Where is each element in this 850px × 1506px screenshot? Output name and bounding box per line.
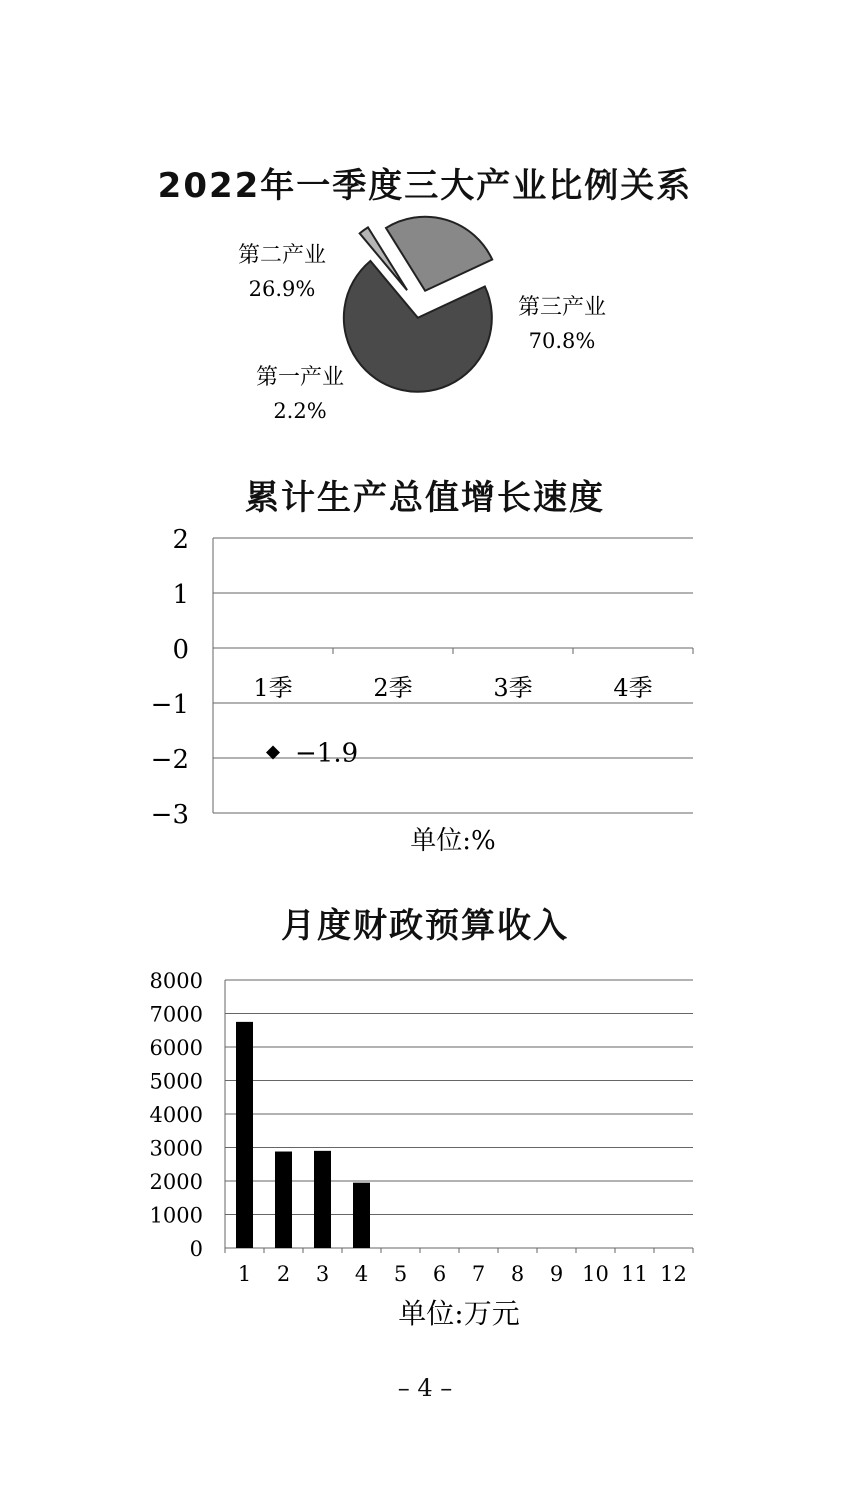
bar: [236, 1022, 253, 1248]
x-tick-label: 7: [471, 1262, 486, 1286]
pie-slice-value: 26.9%: [248, 277, 316, 301]
data-label: −1.9: [295, 738, 359, 769]
pie-slice-3: [386, 217, 492, 291]
pie-chart: [0, 232, 850, 432]
y-tick-label: 0: [172, 635, 189, 665]
data-point-marker: [266, 746, 280, 760]
x-tick-label: 1: [237, 1262, 252, 1286]
x-tick-label: 9: [549, 1262, 564, 1286]
y-tick-label: 8000: [149, 969, 203, 993]
x-tick-label: 11: [621, 1262, 648, 1286]
pie-chart-title: 2022年一季度三大产业比例关系: [157, 166, 693, 206]
pie-slice-label: 第二产业: [237, 243, 327, 268]
y-tick-label: −1: [150, 690, 189, 720]
x-tick-label: 4季: [613, 674, 653, 702]
y-tick-label: 4000: [149, 1103, 203, 1127]
page-number: – 4 –: [397, 1374, 453, 1402]
x-tick-label: 3: [315, 1262, 330, 1286]
x-tick-label: 5: [393, 1262, 408, 1286]
y-tick-label: −3: [150, 800, 189, 830]
pie-slice-value: 70.8%: [528, 329, 596, 353]
y-tick-label: 0: [189, 1237, 203, 1261]
y-tick-label: 7000: [149, 1002, 203, 1027]
x-tick-label: 12: [660, 1262, 687, 1286]
pie-slice-value: 2.2%: [273, 399, 327, 423]
growth-chart: [0, 525, 850, 855]
bar: [275, 1152, 292, 1248]
x-tick-label: 4: [354, 1262, 369, 1286]
y-tick-label: −2: [150, 745, 189, 775]
revenue-chart: [0, 965, 850, 1335]
y-tick-label: 1: [172, 580, 189, 610]
pie-slice-label: 第一产业: [255, 365, 345, 390]
growth-chart-title: 累计生产总值增长速度: [245, 478, 605, 518]
revenue-chart-title: 月度财政预算收入: [281, 906, 569, 946]
x-tick-label: 2: [276, 1262, 291, 1286]
y-tick-label: 3000: [149, 1136, 203, 1161]
x-tick-label: 10: [582, 1262, 609, 1286]
x-tick-label: 3季: [493, 674, 533, 702]
y-tick-label: 2000: [149, 1170, 203, 1194]
y-tick-label: 6000: [149, 1036, 203, 1060]
y-tick-label: 1000: [149, 1203, 203, 1228]
pie-slice-label: 第三产业: [517, 295, 607, 320]
bar: [353, 1183, 370, 1248]
x-tick-label: 8: [510, 1262, 525, 1286]
unit-label: 单位:万元: [398, 1297, 520, 1330]
x-tick-label: 1季: [253, 674, 293, 702]
bar: [314, 1151, 331, 1248]
unit-label: 单位:%: [410, 826, 496, 856]
x-tick-label: 6: [432, 1262, 447, 1286]
x-tick-label: 2季: [373, 674, 413, 702]
y-tick-label: 2: [172, 525, 189, 555]
y-tick-label: 5000: [149, 1069, 203, 1094]
